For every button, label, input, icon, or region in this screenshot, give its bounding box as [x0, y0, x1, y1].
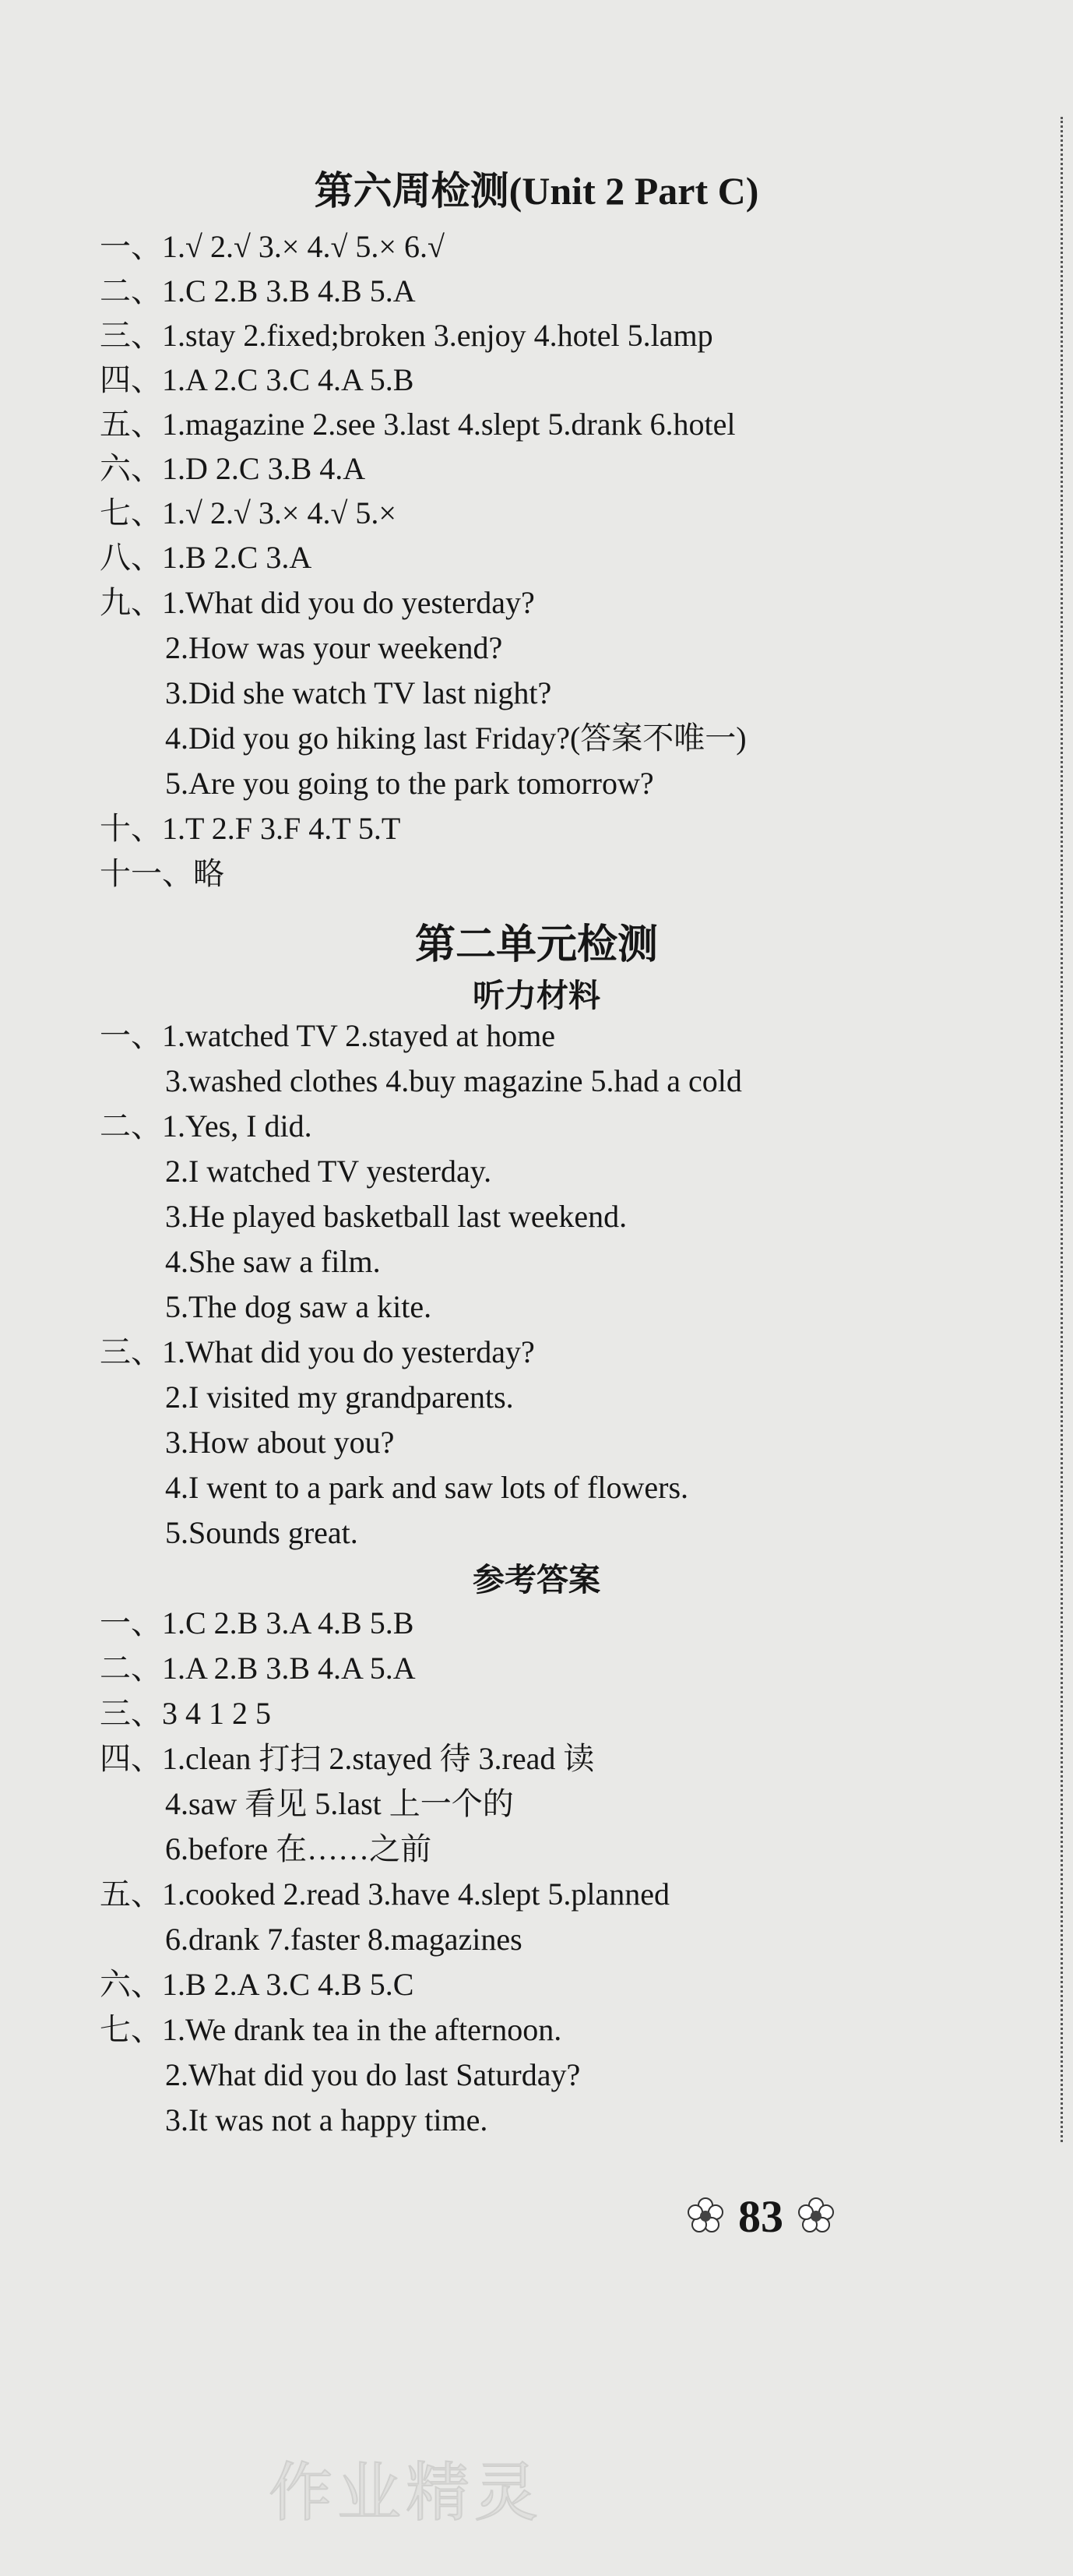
- answer-line: 一、1.C 2.B 3.A 4.B 5.B: [100, 1605, 414, 1640]
- answer-line: 2.How was your weekend?: [165, 630, 503, 665]
- answer-line: 三、3 4 1 2 5: [100, 1696, 271, 1731]
- listening-line: 3.He played basketball last weekend.: [165, 1199, 628, 1234]
- page-number: 83: [738, 2190, 783, 2242]
- listening-line: 5.The dog saw a kite.: [165, 1289, 432, 1324]
- answer-line: 二、1.C 2.B 3.B 4.B 5.A: [100, 273, 416, 308]
- listening-line: 2.I visited my grandparents.: [165, 1380, 514, 1415]
- answer-line: 五、1.cooked 2.read 3.have 4.slept 5.planned: [100, 1876, 670, 1912]
- answer-line: 十、1.T 2.F 3.F 4.T 5.T: [100, 811, 401, 846]
- listening-line: 3.washed clothes 4.buy magazine 5.had a cold: [165, 1063, 742, 1098]
- dotted-margin-line: [1061, 117, 1063, 2142]
- answer-line: 4.saw 看见 5.last 上一个的: [165, 1786, 514, 1821]
- answer-line: 四、1.clean 打扫 2.stayed 待 3.read 读: [100, 1741, 595, 1776]
- listening-line: 5.Sounds great.: [165, 1515, 358, 1550]
- answer-line: 八、1.B 2.C 3.A: [100, 540, 312, 575]
- listening-line: 一、1.watched TV 2.stayed at home: [100, 1018, 556, 1053]
- answer-line: 6.before 在……之前: [165, 1831, 432, 1866]
- listening-line: 4.She saw a film.: [165, 1244, 381, 1279]
- listening-line: 4.I went to a park and saw lots of flowers.: [165, 1470, 689, 1505]
- answer-line: 4.Did you go hiking last Friday?(答案不唯一): [165, 721, 747, 756]
- answer-line: 3.Did she watch TV last night?: [165, 675, 552, 710]
- answer-line: 一、1.√ 2.√ 3.× 4.√ 5.× 6.√: [100, 229, 445, 264]
- answer-line: 六、1.B 2.A 3.C 4.B 5.C: [100, 1967, 414, 2002]
- page-title: 第六周检测(Unit 2 Part C): [314, 169, 759, 213]
- answer-line: 七、1.√ 2.√ 3.× 4.√ 5.×: [100, 495, 396, 530]
- listening-line: 2.I watched TV yesterday.: [165, 1154, 492, 1189]
- answer-line: 九、1.What did you do yesterday?: [100, 585, 535, 620]
- answer-line: 三、1.stay 2.fixed;broken 3.enjoy 4.hotel 5.lamp: [100, 318, 713, 353]
- answer-line: 四、1.A 2.C 3.C 4.A 5.B: [100, 362, 414, 397]
- answer-line: 5.Are you going to the park tomorrow?: [165, 766, 654, 801]
- unit-title: 第二单元检测: [414, 923, 658, 967]
- answer-line: 七、1.We drank tea in the afternoon.: [100, 2012, 562, 2047]
- flower-icon: [794, 2194, 838, 2238]
- answer-line: 十一、略: [100, 856, 224, 891]
- answer-line: 6.drank 7.faster 8.magazines: [165, 1922, 522, 1957]
- answers-title: 参考答案: [473, 1562, 600, 1598]
- answer-line: 3.It was not a happy time.: [165, 2102, 488, 2137]
- answer-line: 二、1.A 2.B 3.B 4.A 5.A: [100, 1651, 416, 1686]
- watermark: 作业精灵: [269, 2456, 544, 2530]
- answer-line: 2.What did you do last Saturday?: [165, 2057, 581, 2092]
- answer-line: 五、1.magazine 2.see 3.last 4.slept 5.drank 6.hotel: [100, 407, 736, 442]
- answer-line: 六、1.D 2.C 3.B 4.A: [100, 451, 366, 486]
- listening-title: 听力材料: [473, 978, 600, 1013]
- flower-icon: [684, 2194, 727, 2238]
- listening-line: 3.How about you?: [165, 1425, 395, 1460]
- listening-line: 二、1.Yes, I did.: [100, 1108, 312, 1144]
- page-number-block: [684, 2189, 838, 2243]
- listening-line: 三、1.What did you do yesterday?: [100, 1334, 535, 1369]
